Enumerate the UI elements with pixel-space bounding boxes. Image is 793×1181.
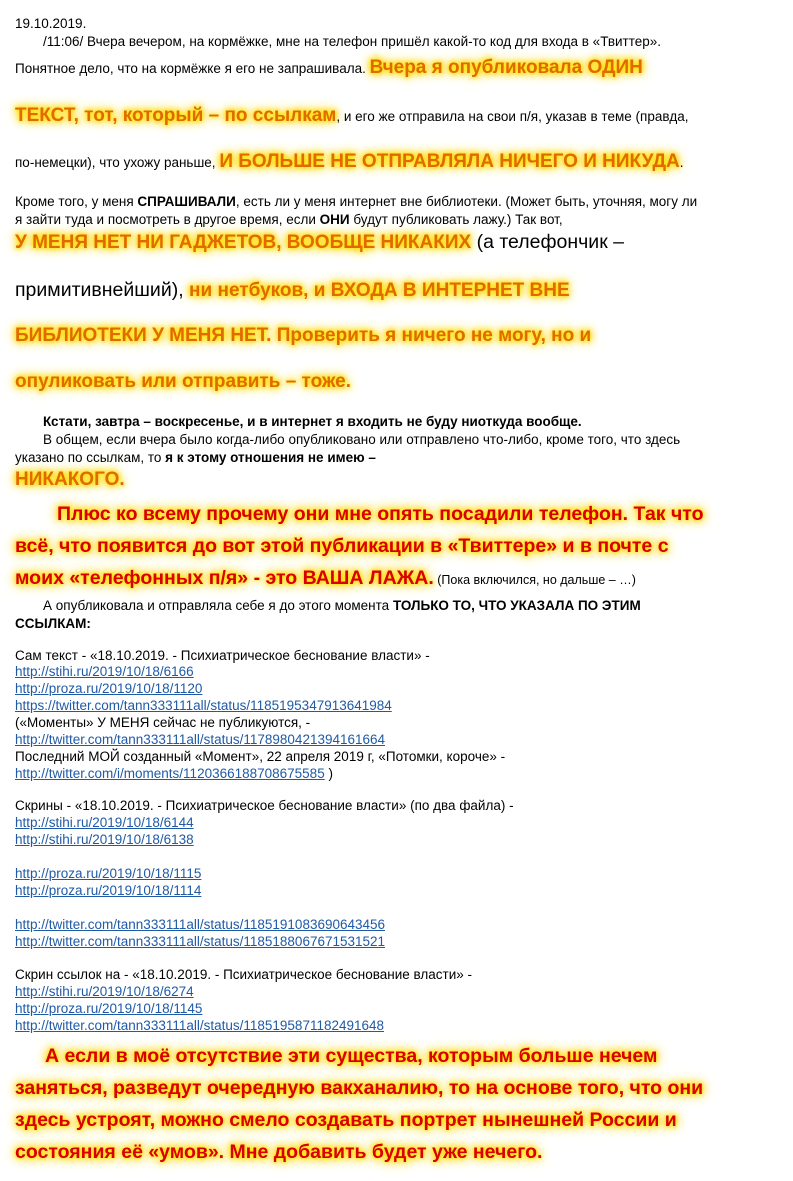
paragraph-1-line-1: /11:06/ Вчера вечером, на кормёжке, мне на телефон пришёл какой-то код для входа в «Твиттер». [43,34,662,49]
bold-text: я к этому отношения не имею – [165,450,376,465]
section-2-heading: Скрины - «18.10.2019. - Психиатрическое беснование власти» (по два файла) - [15,798,514,813]
highlight-text: БИБЛИОТЕКИ У МЕНЯ НЕТ. Проверить я ничего не могу, но и [15,325,592,346]
paragraph-2-text: (а телефончик – [471,231,624,253]
bold-text: ТОЛЬКО ТО, ЧТО УКАЗАЛА ПО ЭТИМ [392,598,641,613]
paragraph-5-line-1 [15,598,641,614]
paragraph-4-line-3 [15,567,636,589]
paragraph-1-line-2 [15,57,643,78]
highlight-text: опуликовать или отправить – тоже. [15,371,352,392]
paragraph-2-text: я зайти туда и посмотреть в другое время, если [15,212,320,227]
link-twitter-status[interactable]: http://twitter.com/tann333111all/status/1185188067671531521 [15,934,386,949]
bold-text: СПРАШИВАЛИ [137,194,236,209]
link-proza-1115[interactable]: http://proza.ru/2019/10/18/1115 [15,866,202,881]
paragraph-3-text: указано по ссылкам, то [15,450,166,465]
highlight-text: И БОЛЬШЕ НЕ ОТПРАВЛЯЛА НИЧЕГО И НИКУДА [219,151,680,172]
paragraph-1-line-3 [15,105,689,126]
red-highlight-text: моих «телефонных п/я» - это ВАША ЛАЖА. [15,567,434,589]
link-stihi-6166[interactable]: http://stihi.ru/2019/10/18/6166 [15,664,194,679]
section-1-heading: Сам текст - «18.10.2019. - Психиатрическое беснование власти» - [15,648,430,663]
link-proza-1114[interactable]: http://proza.ru/2019/10/18/1114 [15,883,202,898]
moments-note: («Моменты» У МЕНЯ сейчас не публикуются, - [15,715,311,730]
bold-text: ОНИ [319,212,350,227]
paragraph-5-text: А опубликовала и отправляла себе я до этого момента [43,598,393,613]
paragraph-2-text: будут публиковать лажу.) Так вот, [349,212,563,227]
link-proza-1145[interactable]: http://proza.ru/2019/10/18/1145 [15,1001,203,1016]
paragraph-3-line-2: В общем, если вчера было когда-либо опубликовано или отправлено что-либо, кроме того, что здесь [43,432,681,447]
link-twitter-status[interactable]: http://twitter.com/tann333111all/status/1185195871182491648 [15,1018,385,1033]
paragraph-2-line-6 [15,371,352,392]
paragraph-2-line-2 [15,212,563,228]
link-stihi-6144[interactable]: http://stihi.ru/2019/10/18/6144 [15,815,194,830]
link-twitter-status[interactable]: https://twitter.com/tann333111all/status/1185195347913641984 [15,698,392,713]
paragraph-2-line-5 [15,325,592,346]
link-twitter-status[interactable]: http://twitter.com/tann333111all/status/1178980421394161664 [15,732,386,747]
paragraph-1-text: по-немецки), что ухожу раньше, [15,155,216,170]
red-highlight-text: всё, что появится до вот этой публикации в «Твиттере» и в почте с [15,535,669,557]
link-twitter-status[interactable]: http://twitter.com/tann333111all/status/1185191083690643456 [15,917,386,932]
paragraph-2-line-1 [15,194,697,210]
red-highlight-text: здесь устроят, можно смело создавать портрет нынешней России и [15,1109,677,1131]
highlight-text: ни нетбуков, и ВХОДА В ИНТЕРНЕТ ВНЕ [189,280,570,301]
red-highlight-text: Плюс ко всему прочему они мне опять посадили телефон. Так что [57,503,704,525]
link-stihi-6138[interactable]: http://stihi.ru/2019/10/18/6138 [15,832,194,847]
paragraph-3-line-4 [15,469,125,490]
paragraph-2-text: примитивнейший), [15,279,190,301]
final-line-3 [15,1109,677,1131]
moment-link-line [15,766,333,782]
paragraph-3-line-1: Кстати, завтра – воскресенье, и в интернет я входить не буду ниоткуда вообще. [43,414,582,429]
link-stihi-6274[interactable]: http://stihi.ru/2019/10/18/6274 [15,984,194,999]
date-line: 19.10.2019. [15,16,87,31]
highlight-text: У МЕНЯ НЕТ НИ ГАДЖЕТОВ, ВООБЩЕ НИКАКИХ [15,232,472,253]
closing-paren: ) [324,766,333,781]
link-proza-1120[interactable]: http://proza.ru/2019/10/18/1120 [15,681,203,696]
paragraph-1-text: . [679,155,684,170]
paragraph-4-text: (Пока включился, но дальше – …) [433,573,636,587]
paragraph-2-text: , есть ли у меня интернет вне библиотеки. (Может быть, уточняя, могу ли [235,194,698,209]
highlight-text: НИКАКОГО. [15,469,125,490]
red-highlight-text: А если в моё отсутствие эти существа, которым больше нечем [45,1045,658,1067]
paragraph-1-line-4 [15,151,684,172]
section-3-heading: Скрин ссылок на - «18.10.2019. - Психиатрическое беснование власти» - [15,967,472,982]
paragraph-4-line-2 [15,535,669,557]
paragraph-2-line-3 [15,231,624,253]
final-line-2 [15,1077,704,1099]
highlight-text: ТЕКСТ, тот, который – по ссылкам [15,105,337,126]
paragraph-1-text: Понятное дело, что на кормёжке я его не запрашивала. [15,61,366,76]
final-line-4 [15,1141,543,1163]
paragraph-5-line-2: ССЫЛКАМ: [15,616,91,631]
red-highlight-text: состояния её «умов». Мне добавить будет уже нечего. [15,1141,543,1163]
paragraph-1-text: , и его же отправила на свои п/я, указав в теме (правда, [336,109,689,124]
final-line-1 [15,1045,658,1067]
link-twitter-moment[interactable]: http://twitter.com/i/moments/1120366188708675585 [15,766,325,781]
highlight-text: Вчера я опубликовала ОДИН [369,57,643,78]
paragraph-4-line-1 [15,503,704,525]
paragraph-3-line-3 [15,450,376,466]
paragraph-2-text: Кроме того, у меня [15,194,138,209]
paragraph-2-line-4 [15,279,570,301]
last-moment-note: Последний МОЙ созданный «Момент», 22 апреля 2019 г, «Потомки, короче» - [15,749,506,764]
red-highlight-text: заняться, разведут очередную вакханалию, то на основе того, что они [15,1077,704,1099]
